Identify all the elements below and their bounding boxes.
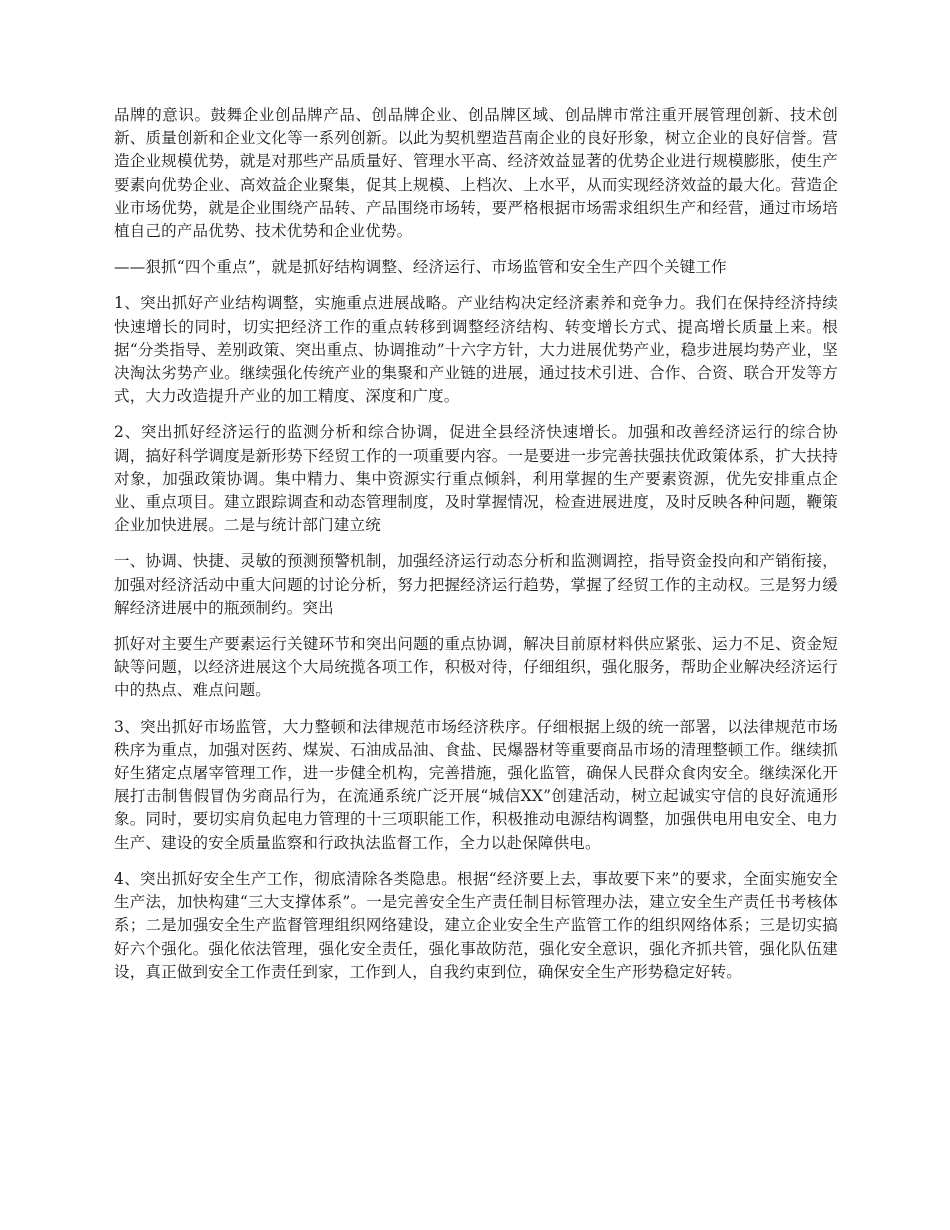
paragraph-early-warning: 一、协调、快捷、灵敏的预测预警机制，加强经济运行动态分析和监测调控，指导资金投向和产销衔接，加强对经济活动中重大问题的讨论分析，努力把握经济运行趋势，掌握了经贸工作的主动权。三是努力缓解经济进展中的瓶颈制约。突出 — [114, 552, 838, 617]
paragraph-market-supervision: 3、突出抓好市场监管，大力整顿和法律规范市场经济秩序。仔细根据上级的统一部署，以法律规范市场秩序为重点，加强对医药、煤炭、石油成品油、食盐、民爆器材等重要商品市场的清理整顿工作。继续抓好生猪定点屠宰管理工作，进一步健全机构，完善措施，强化监管，确保人民群众食肉安全。继续深化开展打击制售假冒伪劣商品行为，在流通系统广泛开展“城信XX”创建活动，树立起诚实守信的良好流通形象。同时，要切实肩负起电力管理的十三项职能工作，积极推动电源结构调整，加强供电用电安全、电力生产、建设的安全质量监察和行政执法监督工作，全力以赴保障供电。 — [114, 717, 838, 852]
paragraph-industrial-structure: 1、突出抓好产业结构调整，实施重点进展战略。产业结构决定经济素养和竞争力。我们在保持经济持续快速增长的同时，切实把经济工作的重点转移到调整经济结构、转变增长方式、提高增长质量上来。根据“分类指导、差别政策、突出重点、协调推动”十六字方针，大力进展优势产业，稳步进展均势产业，坚决淘汰劣势产业。继续强化传统产业的集聚和产业链的进展，通过技术引进、合作、合资、联合开发等方式，大力改造提升产业的加工精度、深度和广度。 — [114, 294, 838, 406]
paragraph-four-priorities: ——狠抓“四个重点”，就是抓好结构调整、经济运行、市场监管和安全生产四个关键工作 — [114, 258, 727, 277]
paragraph-economic-monitoring: 2、突出抓好经济运行的监测分析和综合协调，促进全县经济快速增长。加强和改善经济运行的综合协调，搞好科学调度是新形势下经贸工作的一项重要内容。一是要进一步完善扶强扶优政策体系，扩大扶持对象，加强政策协调。集中精力、集中资源实行重点倾斜，利用掌握的生产要素资源，优先安排重点企业、重点项目。建立跟踪调查和动态管理制度，及时掌握情况，检查进展进度，及时反映各种问题，鞭策企业加快进展。二是与统计部门建立统 — [114, 423, 838, 535]
document-body — [114, 104, 838, 997]
paragraph-brand-strategy: 品牌的意识。鼓舞企业创品牌产品、创品牌企业、创品牌区域、创品牌市常注重开展管理创新、技术创新、质量创新和企业文化等一系列创新。以此为契机塑造莒南企业的良好形象，树立企业的良好信誉。营造企业规模优势，就是对那些产品质量好、管理水平高、经济效益显著的优势企业进行规模膨胀，使生产要素向优势企业、高效益企业聚集，促其上规模、上档次、上水平，从而实现经济效益的最大化。营造企业市场优势，就是企业围绕产品转、产品围绕市场转，要严格根据市场需求组织生产和经营，通过市场培植自己的产品优势、技术优势和企业优势。 — [114, 106, 838, 241]
paragraph-factor-coordination: 抓好对主要生产要素运行关键环节和突出问题的重点协调，解决目前原材料供应紧张、运力不足、资金短缺等问题，以经济进展这个大局统揽各项工作，积极对待，仔细组织，强化服务，帮助企业解决经济运行中的热点、难点问题。 — [114, 635, 838, 700]
paragraph-safety-production: 4、突出抓好安全生产工作，彻底清除各类隐患。根据“经济要上去，事故要下来”的要求，全面实施安全生产法，加快构建“三大支撑体系”。一是完善安全生产责任制目标管理办法，建立安全生产责任书考核体系；二是加强安全生产监督管理组织网络建设，建立企业安全生产监管工作的组织网络体系；三是切实搞好六个强化。强化依法管理，强化安全责任，强化事故防范，强化安全意识，强化齐抓共管，强化队伍建设，真正做到安全工作责任到家，工作到人，自我约束到位，确保安全生产形势稳定好转。 — [114, 869, 838, 981]
